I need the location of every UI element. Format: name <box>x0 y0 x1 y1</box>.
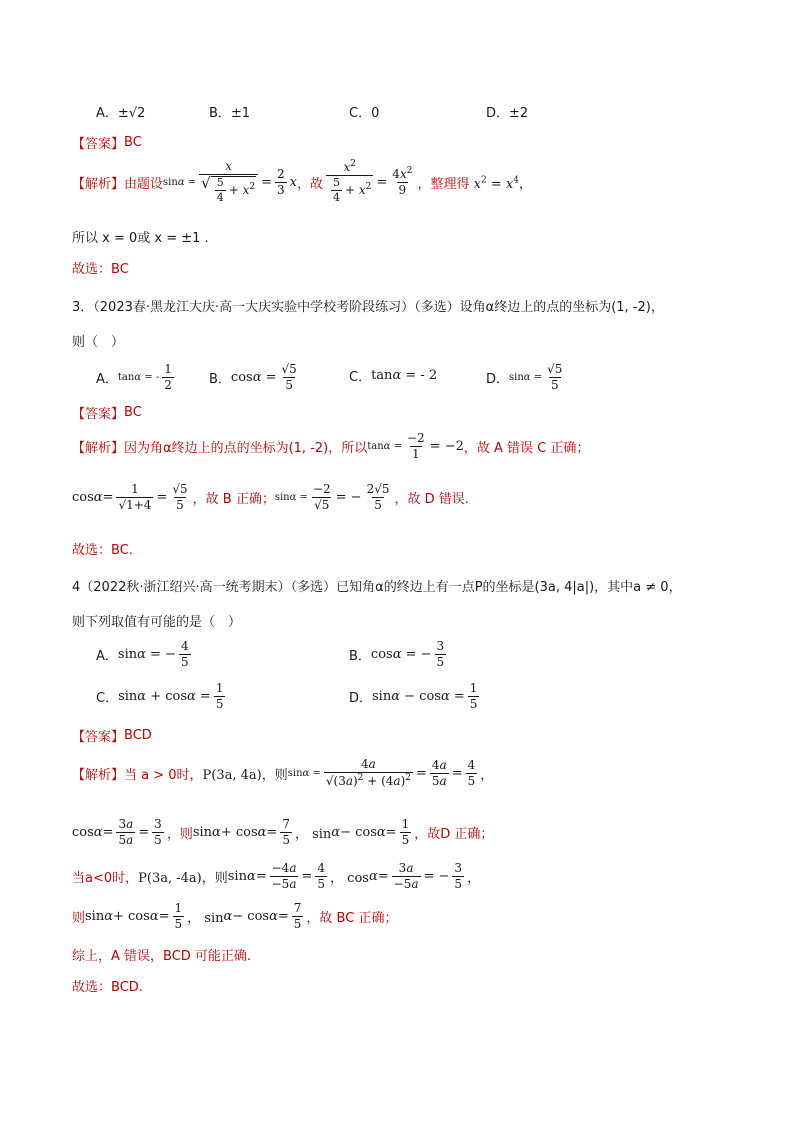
q4-stem-line2 <box>72 611 241 630</box>
analysis-tag: 【解析】 <box>72 441 125 457</box>
formula: sinα = $\frac{-2}{√5}$ = − 2√5 5 <box>274 482 390 513</box>
analysis-text: 因为角α终边上的点的坐标为(1, -2)，所以 <box>124 441 368 457</box>
q4-option-c: C． sinα + cosα = $\frac{1}{5}$ <box>96 681 224 712</box>
analysis-text-end: ，故 D 错误. <box>394 492 469 508</box>
q2-conclusion <box>72 258 129 277</box>
conclusion-text: 故选：BC <box>72 262 129 277</box>
option-label: D． <box>349 691 373 707</box>
analysis-text: 则 <box>72 911 86 927</box>
answer-value: BC <box>124 135 142 150</box>
question-stem: 3．（2023春·黑龙江大庆·高一大庆实验中学校考阶段练习）（多选）设角α终边上的点的坐标为(1, -2)， <box>72 300 664 315</box>
q2-option-d-text: D．±2 <box>486 106 529 121</box>
conclusion-text: 故选：BC. <box>72 543 133 558</box>
formula: tanα = $\frac{-2}{1}$ = −2 <box>367 431 464 462</box>
analysis-text-end: ，故 A 错误 C 正确； <box>463 441 590 457</box>
analysis-text: 当 a > 0时， <box>124 767 203 783</box>
option-label: A． <box>96 649 118 665</box>
analysis-text: ，则 <box>166 827 193 843</box>
formula: cos α = 3a 5a = 3 5 <box>72 817 162 848</box>
q3-option-b: B． cosα = $\frac{√5}{5}$ <box>209 362 297 393</box>
option-label: C． <box>96 691 119 707</box>
analysis-mid1: ，故 <box>296 176 323 192</box>
option-label: B． <box>209 372 231 388</box>
analysis-line2: 所以 x = 0或 x = ±1 . <box>72 231 209 246</box>
q4-analysis-line4 <box>72 902 397 931</box>
q3-stem-line1 <box>72 296 664 315</box>
analysis-tag: 【解析】 <box>72 767 125 783</box>
q3-option-c: C． tanα = - 2 <box>349 368 438 385</box>
q4-option-a: A． sinα = − $\frac{4}{5}$ <box>96 639 189 670</box>
q2-answer <box>72 133 142 152</box>
formula: sin α + cos α = 1 5 ， sin α − cos α = 7 5 <box>85 901 302 932</box>
analysis-text: 当a<0时， <box>72 871 139 887</box>
q4-summary <box>72 945 251 964</box>
analysis-text: P(3a, -4a)，则 <box>138 871 228 887</box>
conclusion-text: 故选：BCD. <box>72 980 143 995</box>
formula: sinα = x √ $\frac{5}{4}$ + $x^2$ = 2 3 x <box>163 159 297 205</box>
q2-option-c-text: C．0 <box>349 106 380 121</box>
q4-option-d: D． sinα − cosα = $\frac{1}{5}$ <box>349 681 478 712</box>
option-label: A． <box>96 372 118 388</box>
q3-analysis-line2 <box>72 483 469 512</box>
analysis-text-end: ，故D 正确； <box>414 827 494 843</box>
q2-option-a-text: A．±√2 <box>96 106 146 121</box>
q2-option-c <box>349 102 379 121</box>
formula: sin α + cos α = 7 5 ， sin α − cos α = 1 5 <box>192 817 410 848</box>
q3-answer <box>72 403 142 422</box>
question-stem: 则（ ） <box>72 335 125 350</box>
q2-analysis <box>72 160 532 204</box>
q3-option-d: D． sinα = $\frac{√5}{5}$ <box>486 362 563 393</box>
q4-answer <box>72 726 152 745</box>
analysis-text-end: ，故 BC 正确； <box>306 911 398 927</box>
answer-value: BCD <box>124 728 152 743</box>
q3-option-a: A． tanα = - 1 2 <box>96 362 172 393</box>
formula: sinα = $\frac{4a}{√(3a)^2 + (4a)^2}$ = 4a 5a = 4 5 ， <box>287 757 494 789</box>
option-label: B． <box>349 649 371 665</box>
formula: sin α = −4a −5a = 4 5 ， cos α = 3a −5a = − 3 5 ， <box>227 861 481 892</box>
q4-analysis-line3 <box>72 862 480 891</box>
q3-conclusion <box>72 539 133 558</box>
q4-analysis-line2 <box>72 818 493 847</box>
answer-tag: 【答案】 <box>72 730 125 745</box>
option-label: D． <box>486 372 510 388</box>
analysis-tag: 【解析】 <box>72 176 125 192</box>
q4-stem-line1 <box>72 576 682 595</box>
analysis-text-mid: ，故 B 正确； <box>192 492 275 508</box>
q2-option-b-text: B．±1 <box>209 106 251 121</box>
answer-tag: 【答案】 <box>72 137 125 152</box>
question-stem: 则下列取值有可能的是（ ） <box>72 615 242 630</box>
q3-stem-line2 <box>72 331 124 350</box>
answer-tag: 【答案】 <box>72 407 125 422</box>
question-stem: 4（2022秋·浙江绍兴·高一统考期末）（多选）已知角α的终边上有一点P的坐标是(3a, 4|a|)，其中a ≠ 0， <box>72 580 682 595</box>
analysis-intro: 由题设 <box>124 176 164 192</box>
q3-analysis-line1 <box>72 432 589 461</box>
option-label: C． <box>349 370 372 385</box>
q4-conclusion <box>72 976 143 995</box>
summary-text: 综上，A 错误，BCD 可能正确. <box>72 949 252 964</box>
q2-option-b <box>209 102 250 121</box>
formula: $x^2$ $\frac{5}{4}$ + $x^2$ = $4x^2$ 9 <box>323 160 417 204</box>
analysis-text: P(3a, 4a)，则 <box>202 767 288 783</box>
analysis-mid2: ，整理得 <box>417 176 470 192</box>
q4-option-b: B． cosα = − $\frac{3}{5}$ <box>349 639 445 670</box>
formula: cos α = 1 √1+4 = √5 5 <box>72 482 188 513</box>
q2-analysis-line2 <box>72 227 209 246</box>
q4-analysis-line1 <box>72 758 493 788</box>
formula: $x^2 = x^4$， <box>473 175 532 192</box>
q2-option-a <box>96 102 145 121</box>
answer-value: BC <box>124 405 142 420</box>
q2-option-d <box>486 102 528 121</box>
